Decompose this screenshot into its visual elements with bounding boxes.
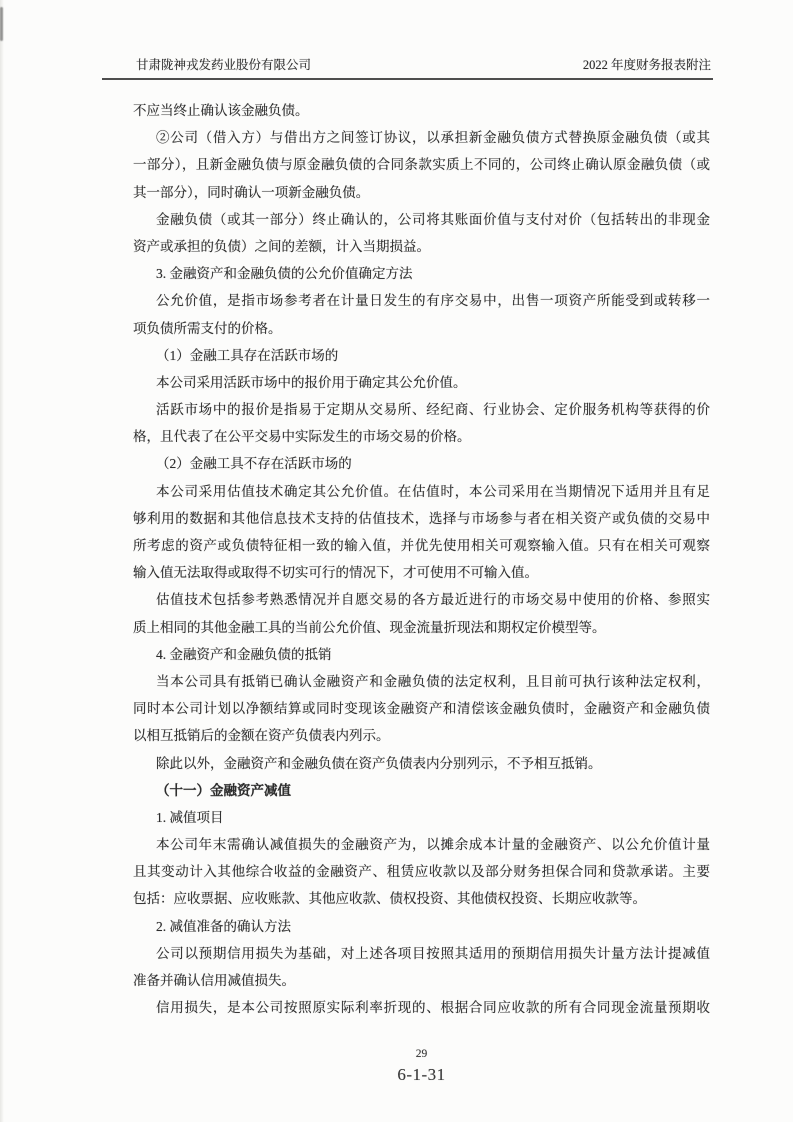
text-line: 项负债所需支付的价格。 (133, 320, 282, 336)
text-line: 够利用的数据和其他信息技术支持的估值技术，选择与市场参与者在相关资产或负债的交易中 (133, 510, 710, 526)
text-line: 本公司年末需确认减值损失的金融资产为，以摊余成本计量的金融资产、以公允价值计量 (156, 837, 710, 853)
text-line: 不应当终止确认该金融负债。 (133, 103, 309, 118)
text-line: 公允价值，是指市场参考者在计量日发生的有序交易中，出售一项资产所能受到或转移一 (156, 293, 710, 309)
text-line: 1. 减值项目 (156, 809, 224, 825)
text-line: 本公司采用活跃市场中的报价用于确定其公允价值。 (156, 374, 467, 390)
text-line: 包括：应收票据、应收账款、其他应收款、债权投资、其他债权投资、长期应收款等。 (133, 891, 646, 907)
company-name: 甘肃陇神戎发药业股份有限公司 (136, 58, 312, 72)
page-footer (133, 1047, 710, 1086)
scan-edge-shadow (0, 0, 4, 1122)
document-body (133, 97, 710, 1021)
text-line: 准备并确认信用减值损失。 (133, 973, 295, 988)
text-line: 所考虑的资产或负债特征相一致的输入值，并优先使用相关可观察输入值。只有在相关可观察 (133, 538, 710, 553)
text-line: 2. 减值准备的确认方法 (156, 918, 291, 934)
scan-artifact (0, 7, 3, 41)
text-line: 公司以预期信用损失为基础，对上述各项目按照其适用的预期信用损失计量方法计提减值 (156, 945, 710, 961)
text-line: （1）金融工具存在活跃市场的 (156, 347, 339, 363)
text-line: 以相互抵销后的金额在资产负债表内列示。 (133, 728, 390, 744)
report-title: 2022 年度财务报表附注 (582, 58, 711, 72)
text-line: 输入值无法取得或取得不切实可行的情况下，才可使用不可输入值。 (133, 565, 538, 581)
text-line: 格，且代表了在公平交易中实际发生的市场交易的价格。 (133, 429, 471, 445)
text-line: 当本公司具有抵销已确认金融资产和金融负债的法定权利，且目前可执行该种法定权利， (156, 673, 710, 689)
text-line: （2）金融工具不存在活跃市场的 (156, 456, 352, 472)
text-line: 同时本公司计划以净额结算或同时变现该金融资产和清偿该金融负债时，金融资产和金融负债 (133, 701, 710, 717)
page-header (102, 0, 713, 80)
text-line: 且其变动计入其他综合收益的金融资产、租赁应收款以及部分财务担保合同和贷款承诺。主要 (133, 864, 710, 880)
text-line: 本公司采用估值技术确定其公允价值。在估值时，本公司采用在当期情况下适用并且有足 (156, 483, 710, 499)
text-line: 质上相同的其他金融工具的当前公允价值、现金流量折现法和期权定价模型等。 (133, 619, 606, 635)
text-line: 信用损失，是本公司按照原实际利率折现的、根据合同应收款的所有合同现金流量预期收 (156, 1000, 710, 1016)
text-line: ②公司（借入方）与借出方之间签订协议，以承担新金融负债方式替换原金融负债（或其 (156, 130, 710, 146)
section-heading: （十一）金融资产减值 (156, 782, 291, 798)
text-line: 金融负债（或其一部分）终止确认的，公司将其账面价值与支付对价（包括转出的非现金 (156, 211, 710, 227)
text-line: 3. 金融资产和金融负债的公允价值确定方法 (156, 266, 413, 282)
text-line: 4. 金融资产和金融负债的抵销 (156, 646, 332, 662)
text-line: 资产或承担的负债）之间的差额，计入当期损益。 (133, 238, 430, 254)
page-number: 29 (415, 1048, 428, 1060)
text-line: 活跃市场中的报价是指易于定期从交易所、经纪商、行业协会、定价服务机构等获得的价 (156, 402, 710, 418)
text-line: 除此以外，金融资产和金融负债在资产负债表内分别列示，不予相互抵销。 (156, 755, 602, 771)
text-line: 其一部分），同时确认一项新金融负债。 (133, 184, 370, 200)
document-code: 6-1-31 (397, 1065, 446, 1084)
text-line: 估值技术包括参考熟悉情况并自愿交易的各方最近进行的市场交易中使用的价格、参照实 (156, 592, 710, 608)
text-line: 一部分），且新金融负债与原金融负债的合同条款实质上不同的，公司终止确认原金融负债（或 (133, 157, 710, 173)
